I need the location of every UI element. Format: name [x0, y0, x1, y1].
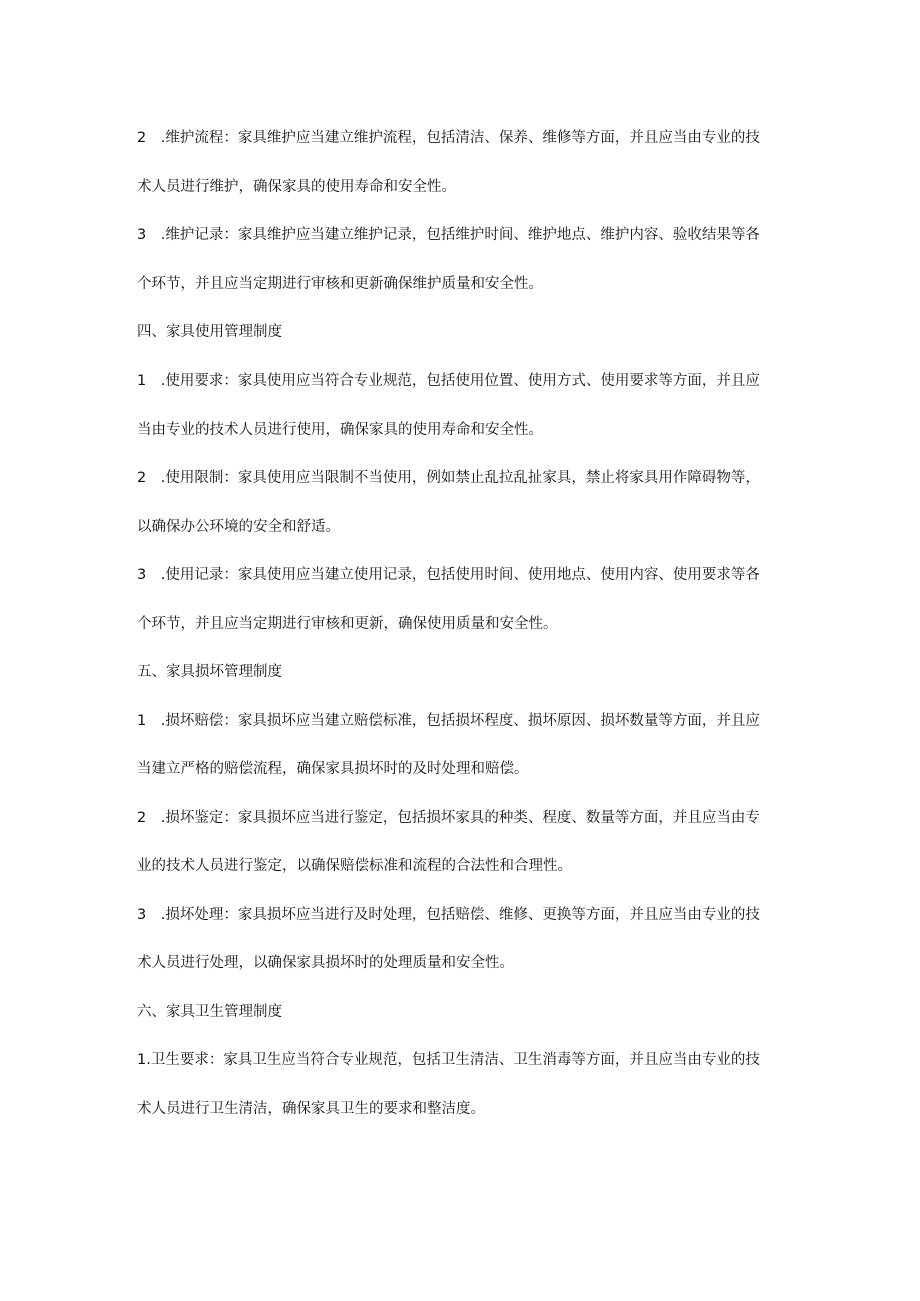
paragraph-line: 当由专业的技术人员进行使用，确保家具的使用寿命和安全性。 — [137, 422, 543, 438]
paragraph-line: 业的技术人员进行鉴定，以确保赔偿标准和流程的合法性和合理性。 — [137, 858, 572, 874]
paragraph-line: 3 .使用记录：家具使用应当建立使用记录，包括使用时间、使用地点、使用内容、使用要求等各 — [137, 567, 760, 583]
paragraph-line: 1 .损坏赔偿：家具损坏应当建立赔偿标准，包括损坏程度、损坏原因、损坏数量等方面，并且应 — [137, 713, 760, 729]
paragraph-line: 术人员进行维护，确保家具的使用寿命和安全性。 — [137, 179, 456, 195]
section-heading: 六、家具卫生管理制度 — [137, 1004, 282, 1020]
section-heading: 四、家具使用管理制度 — [137, 324, 282, 340]
paragraph-line: 个环节，并且应当定期进行审核和更新，确保使用质量和安全性。 — [137, 616, 558, 632]
paragraph-line: 术人员进行处理，以确保家具损坏时的处理质量和安全性。 — [137, 955, 514, 971]
paragraph-line: 个环节，并且应当定期进行审核和更新确保维护质量和安全性。 — [137, 276, 543, 292]
paragraph-line: 2 .损坏鉴定：家具损坏应当进行鉴定，包括损坏家具的种类、程度、数量等方面，并且应当由专 — [137, 810, 760, 826]
paragraph-line: 以确保办公环境的安全和舒适。 — [137, 519, 340, 535]
paragraph-line: 3 .维护记录：家具维护应当建立维护记录，包括维护时间、维护地点、维护内容、验收结果等各 — [137, 227, 760, 243]
paragraph-line: 当建立严格的赔偿流程，确保家具损坏时的及时处理和赔偿。 — [137, 761, 529, 777]
paragraph-line: 2 .维护流程：家具维护应当建立维护流程，包括清洁、保养、维修等方面，并且应当由专业的技 — [137, 130, 760, 146]
section-heading: 五、家具损坏管理制度 — [137, 664, 282, 680]
paragraph-line: 1 .使用要求：家具使用应当符合专业规范，包括使用位置、使用方式、使用要求等方面，并且应 — [137, 373, 760, 389]
paragraph-line: 1.卫生要求：家具卫生应当符合专业规范，包括卫生清洁、卫生消毒等方面，并且应当由专业的技 — [137, 1052, 760, 1068]
paragraph-line: 3 .损坏处理：家具损坏应当进行及时处理，包括赔偿、维修、更换等方面，并且应当由专业的技 — [137, 907, 760, 923]
paragraph-line: 2 .使用限制：家具使用应当限制不当使用，例如禁止乱拉乱扯家具，禁止将家具用作障碍物等， — [137, 470, 760, 486]
paragraph-line: 术人员进行卫生清洁，确保家具卫生的要求和整洁度。 — [137, 1101, 485, 1117]
